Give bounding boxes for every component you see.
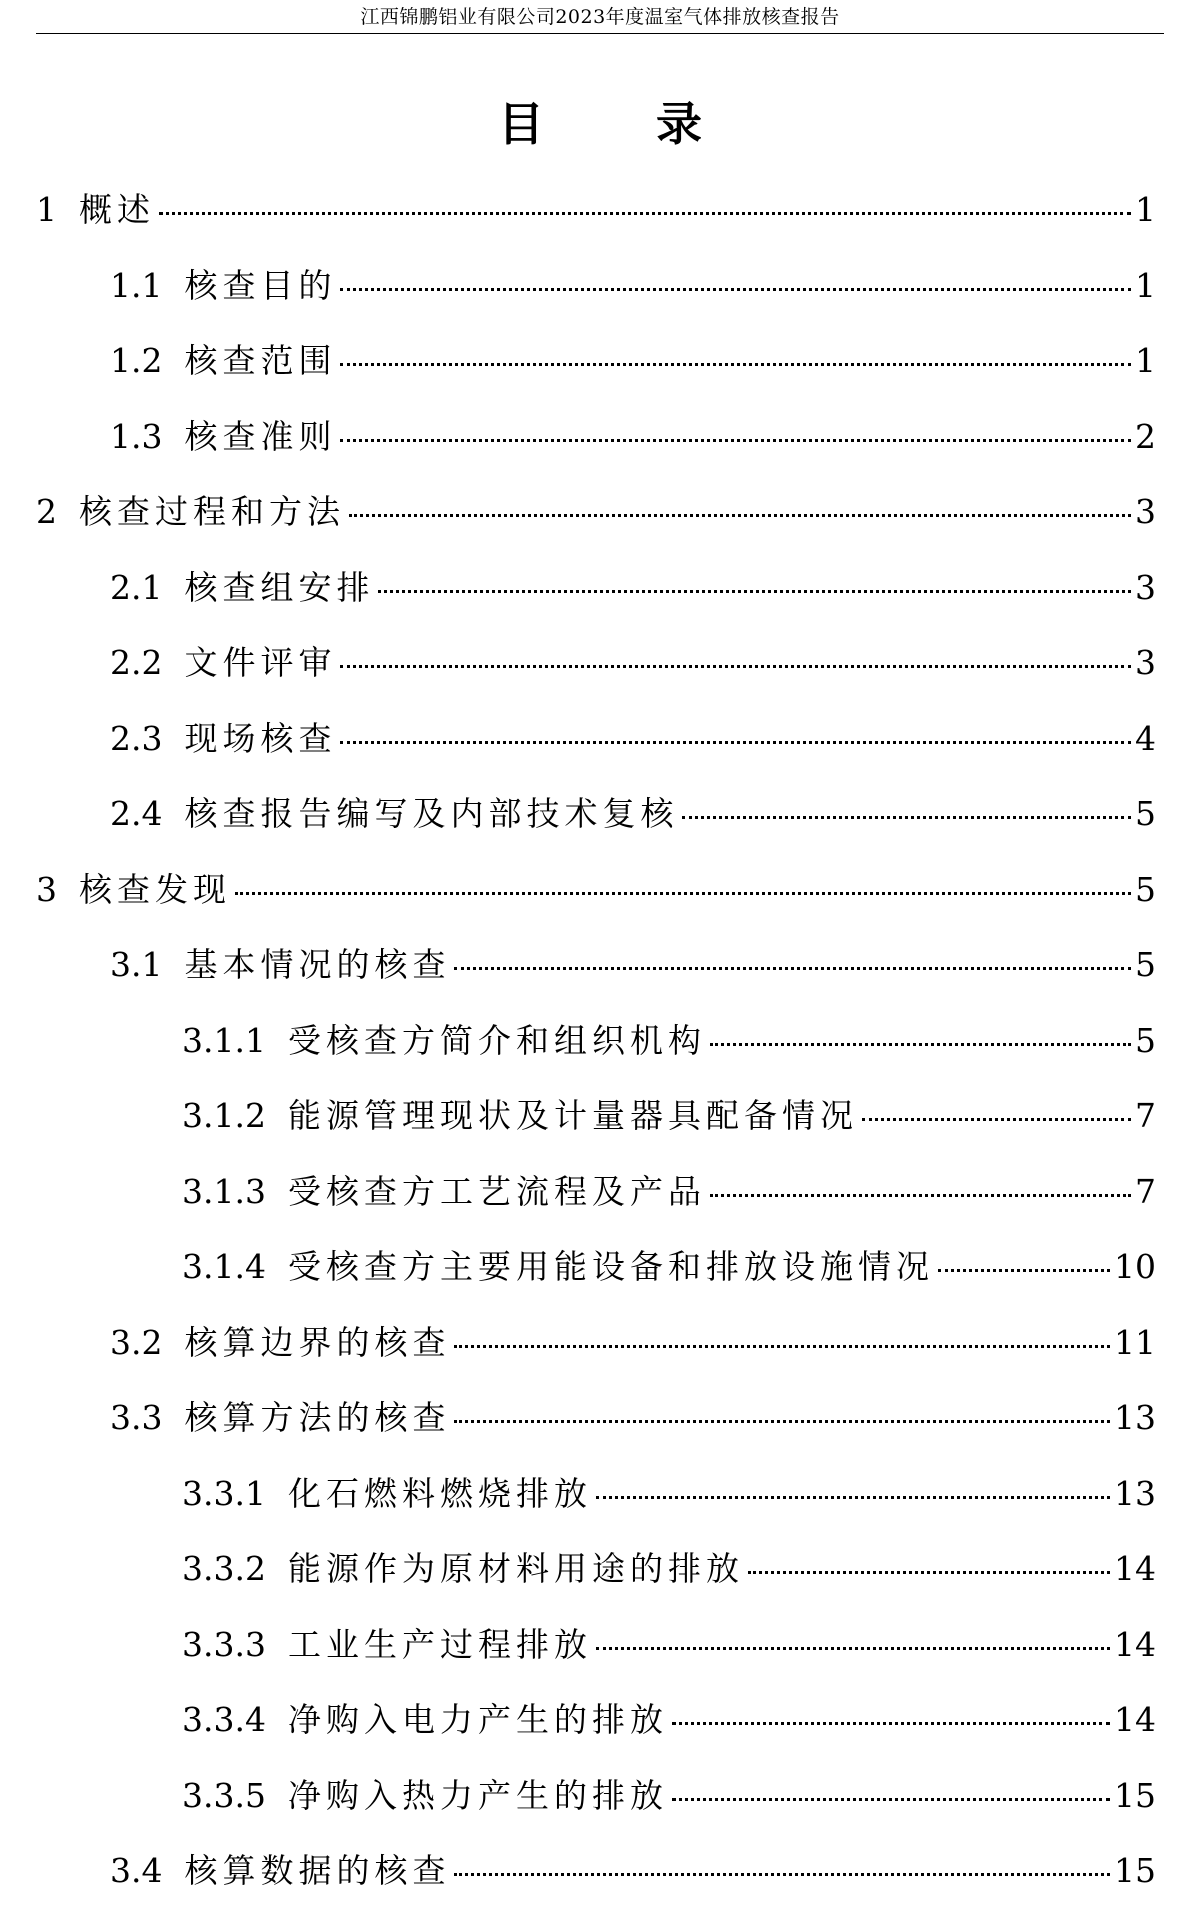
toc-entry[interactable] — [110, 1845, 1156, 1897]
toc-entry-title: 核查组安排 — [184, 567, 375, 607]
running-header: 江西锦鹏铝业有限公司2023年度温室气体排放核查报告 — [360, 6, 840, 28]
toc-entry-title: 净购入电力产生的排放 — [287, 1700, 668, 1739]
toc-entry-page: 4 — [1135, 718, 1156, 758]
toc-entry[interactable] — [182, 1468, 1156, 1520]
toc-entry-page: 5 — [1135, 1020, 1156, 1060]
toc-entry-number: 3.3 — [110, 1398, 163, 1437]
toc-entry-title: 净购入热力产生的排放 — [287, 1775, 668, 1815]
toc-entry-page: 13 — [1114, 1473, 1156, 1513]
toc-entry[interactable] — [110, 1392, 1156, 1444]
header-divider — [36, 33, 1164, 34]
toc-entry[interactable] — [110, 637, 1156, 689]
toc-entry-page: 5 — [1135, 794, 1156, 833]
toc-entry-page: 15 — [1114, 1851, 1156, 1890]
toc-entry-page: 3 — [1135, 643, 1156, 682]
toc-entry[interactable] — [182, 1090, 1156, 1142]
toc-title: 目 录 — [497, 97, 750, 151]
toc-entry-title: 概述 — [79, 190, 155, 229]
toc-entry-number: 3.3.3 — [182, 1624, 266, 1664]
toc-entry-number: 1.2 — [110, 341, 163, 380]
toc-entry-page: 7 — [1135, 1096, 1156, 1135]
toc-entry-page: 5 — [1135, 945, 1156, 984]
toc-entry-number: 3.3.4 — [182, 1700, 266, 1739]
toc-entry[interactable] — [110, 713, 1156, 765]
toc-entry-title: 现场核查 — [184, 718, 337, 758]
toc-entry-page: 13 — [1114, 1398, 1156, 1437]
dot-leader — [596, 1647, 1110, 1650]
dot-leader — [340, 665, 1131, 668]
dot-leader — [235, 892, 1131, 895]
toc-entry-page: 5 — [1135, 869, 1156, 909]
toc-entry-title: 核算方法的核查 — [184, 1398, 451, 1437]
toc-entry-title: 核查范围 — [184, 341, 337, 380]
toc-entry-page: 1 — [1135, 190, 1156, 229]
toc-entry-number: 3.3.1 — [182, 1473, 266, 1513]
toc-entry-number: 3.1.4 — [182, 1247, 266, 1286]
dot-leader — [938, 1269, 1110, 1272]
toc-entry[interactable] — [182, 1166, 1156, 1218]
toc-entry[interactable] — [110, 260, 1156, 312]
toc-entry-number: 3.1 — [110, 945, 163, 984]
dot-leader — [672, 1798, 1110, 1801]
toc-entry-number: 3.2 — [110, 1322, 163, 1362]
toc-entry-number: 1.3 — [110, 416, 163, 456]
toc-entry-page: 14 — [1114, 1624, 1156, 1664]
toc-entry-title: 能源作为原材料用途的排放 — [287, 1549, 744, 1588]
dot-leader — [340, 288, 1131, 291]
toc-entry-title: 核查准则 — [184, 416, 337, 456]
dot-leader — [340, 741, 1131, 744]
toc-entry-number: 1.1 — [110, 265, 163, 305]
toc-entry[interactable] — [110, 788, 1156, 840]
toc-entry[interactable] — [110, 411, 1156, 463]
toc-entry-page: 10 — [1114, 1247, 1156, 1286]
toc-entry-title: 文件评审 — [184, 643, 337, 682]
dot-leader — [862, 1118, 1131, 1121]
toc-entry-page: 11 — [1114, 1322, 1156, 1362]
dot-leader — [454, 967, 1131, 970]
dot-leader — [710, 1194, 1131, 1197]
dot-leader — [748, 1571, 1110, 1574]
dot-leader — [710, 1043, 1131, 1046]
toc-entry[interactable] — [36, 486, 1156, 538]
dot-leader — [340, 439, 1131, 442]
toc-entry-title: 受核查方工艺流程及产品 — [287, 1171, 706, 1211]
toc-entry-page: 1 — [1135, 341, 1156, 380]
toc-entry-number: 2.3 — [110, 718, 163, 758]
toc-entry-title: 化石燃料燃烧排放 — [287, 1473, 592, 1513]
toc-entry-title: 核查报告编写及内部技术复核 — [184, 794, 679, 833]
dot-leader — [159, 212, 1131, 215]
toc-entry-title: 受核查方主要用能设备和排放设施情况 — [287, 1247, 934, 1286]
dot-leader — [454, 1420, 1110, 1423]
dot-leader — [596, 1496, 1110, 1499]
toc-entry-title: 核查目的 — [184, 265, 337, 305]
dot-leader — [349, 514, 1131, 517]
toc-entry-number: 3.1.1 — [182, 1020, 266, 1060]
dot-leader — [672, 1722, 1110, 1725]
toc-entry[interactable] — [182, 1015, 1156, 1067]
toc-entry-title: 基本情况的核查 — [184, 945, 451, 984]
dot-leader — [454, 1345, 1110, 1348]
toc-entry-title: 核算数据的核查 — [184, 1851, 451, 1890]
toc-entry-title: 工业生产过程排放 — [287, 1624, 592, 1664]
toc-entry-number: 3.4 — [110, 1851, 163, 1890]
dot-leader — [682, 816, 1131, 819]
dot-leader — [378, 590, 1131, 593]
toc-entry-page: 14 — [1114, 1549, 1156, 1588]
toc-entry-page: 7 — [1135, 1171, 1156, 1211]
toc-entry-number: 2.4 — [110, 794, 163, 833]
toc-entry-number: 3.1.3 — [182, 1171, 266, 1211]
toc-entry[interactable] — [110, 1317, 1156, 1369]
toc-entry[interactable] — [110, 335, 1156, 387]
toc-entry-page: 14 — [1114, 1700, 1156, 1739]
toc-entry[interactable] — [36, 184, 1156, 236]
toc-entry[interactable] — [182, 1694, 1156, 1746]
dot-leader — [454, 1873, 1110, 1876]
toc-entry-title: 核算边界的核查 — [184, 1322, 451, 1362]
toc-entry[interactable] — [110, 562, 1156, 614]
toc-entry-number: 1 — [36, 190, 57, 229]
toc-entry-title: 核查发现 — [79, 869, 231, 909]
toc-entry-number: 2 — [36, 492, 57, 531]
toc-entry-page: 3 — [1135, 492, 1156, 531]
toc-entry-number: 2.2 — [110, 643, 163, 682]
toc-entry-title: 能源管理现状及计量器具配备情况 — [287, 1096, 858, 1135]
toc-entry[interactable] — [182, 1543, 1156, 1595]
toc-entry[interactable] — [182, 1241, 1156, 1293]
toc-entry[interactable] — [36, 864, 1156, 916]
toc-entry-number: 3 — [36, 869, 57, 909]
toc-entry[interactable] — [182, 1770, 1156, 1822]
toc-entry-title: 核查过程和方法 — [79, 492, 345, 531]
toc-entry[interactable] — [182, 1619, 1156, 1671]
toc-entry-number: 2.1 — [110, 567, 163, 607]
toc-entry-title: 受核查方简介和组织机构 — [287, 1020, 706, 1060]
toc-entry-number: 3.3.5 — [182, 1775, 266, 1815]
toc-entry[interactable] — [110, 939, 1156, 991]
toc-entry-page: 2 — [1135, 416, 1156, 456]
dot-leader — [340, 363, 1131, 366]
toc-entry-page: 3 — [1135, 567, 1156, 607]
toc-entry-number: 3.3.2 — [182, 1549, 266, 1588]
toc-entry-number: 3.1.2 — [182, 1096, 266, 1135]
toc-entry-page: 15 — [1114, 1775, 1156, 1815]
toc-entry-page: 1 — [1135, 265, 1156, 305]
